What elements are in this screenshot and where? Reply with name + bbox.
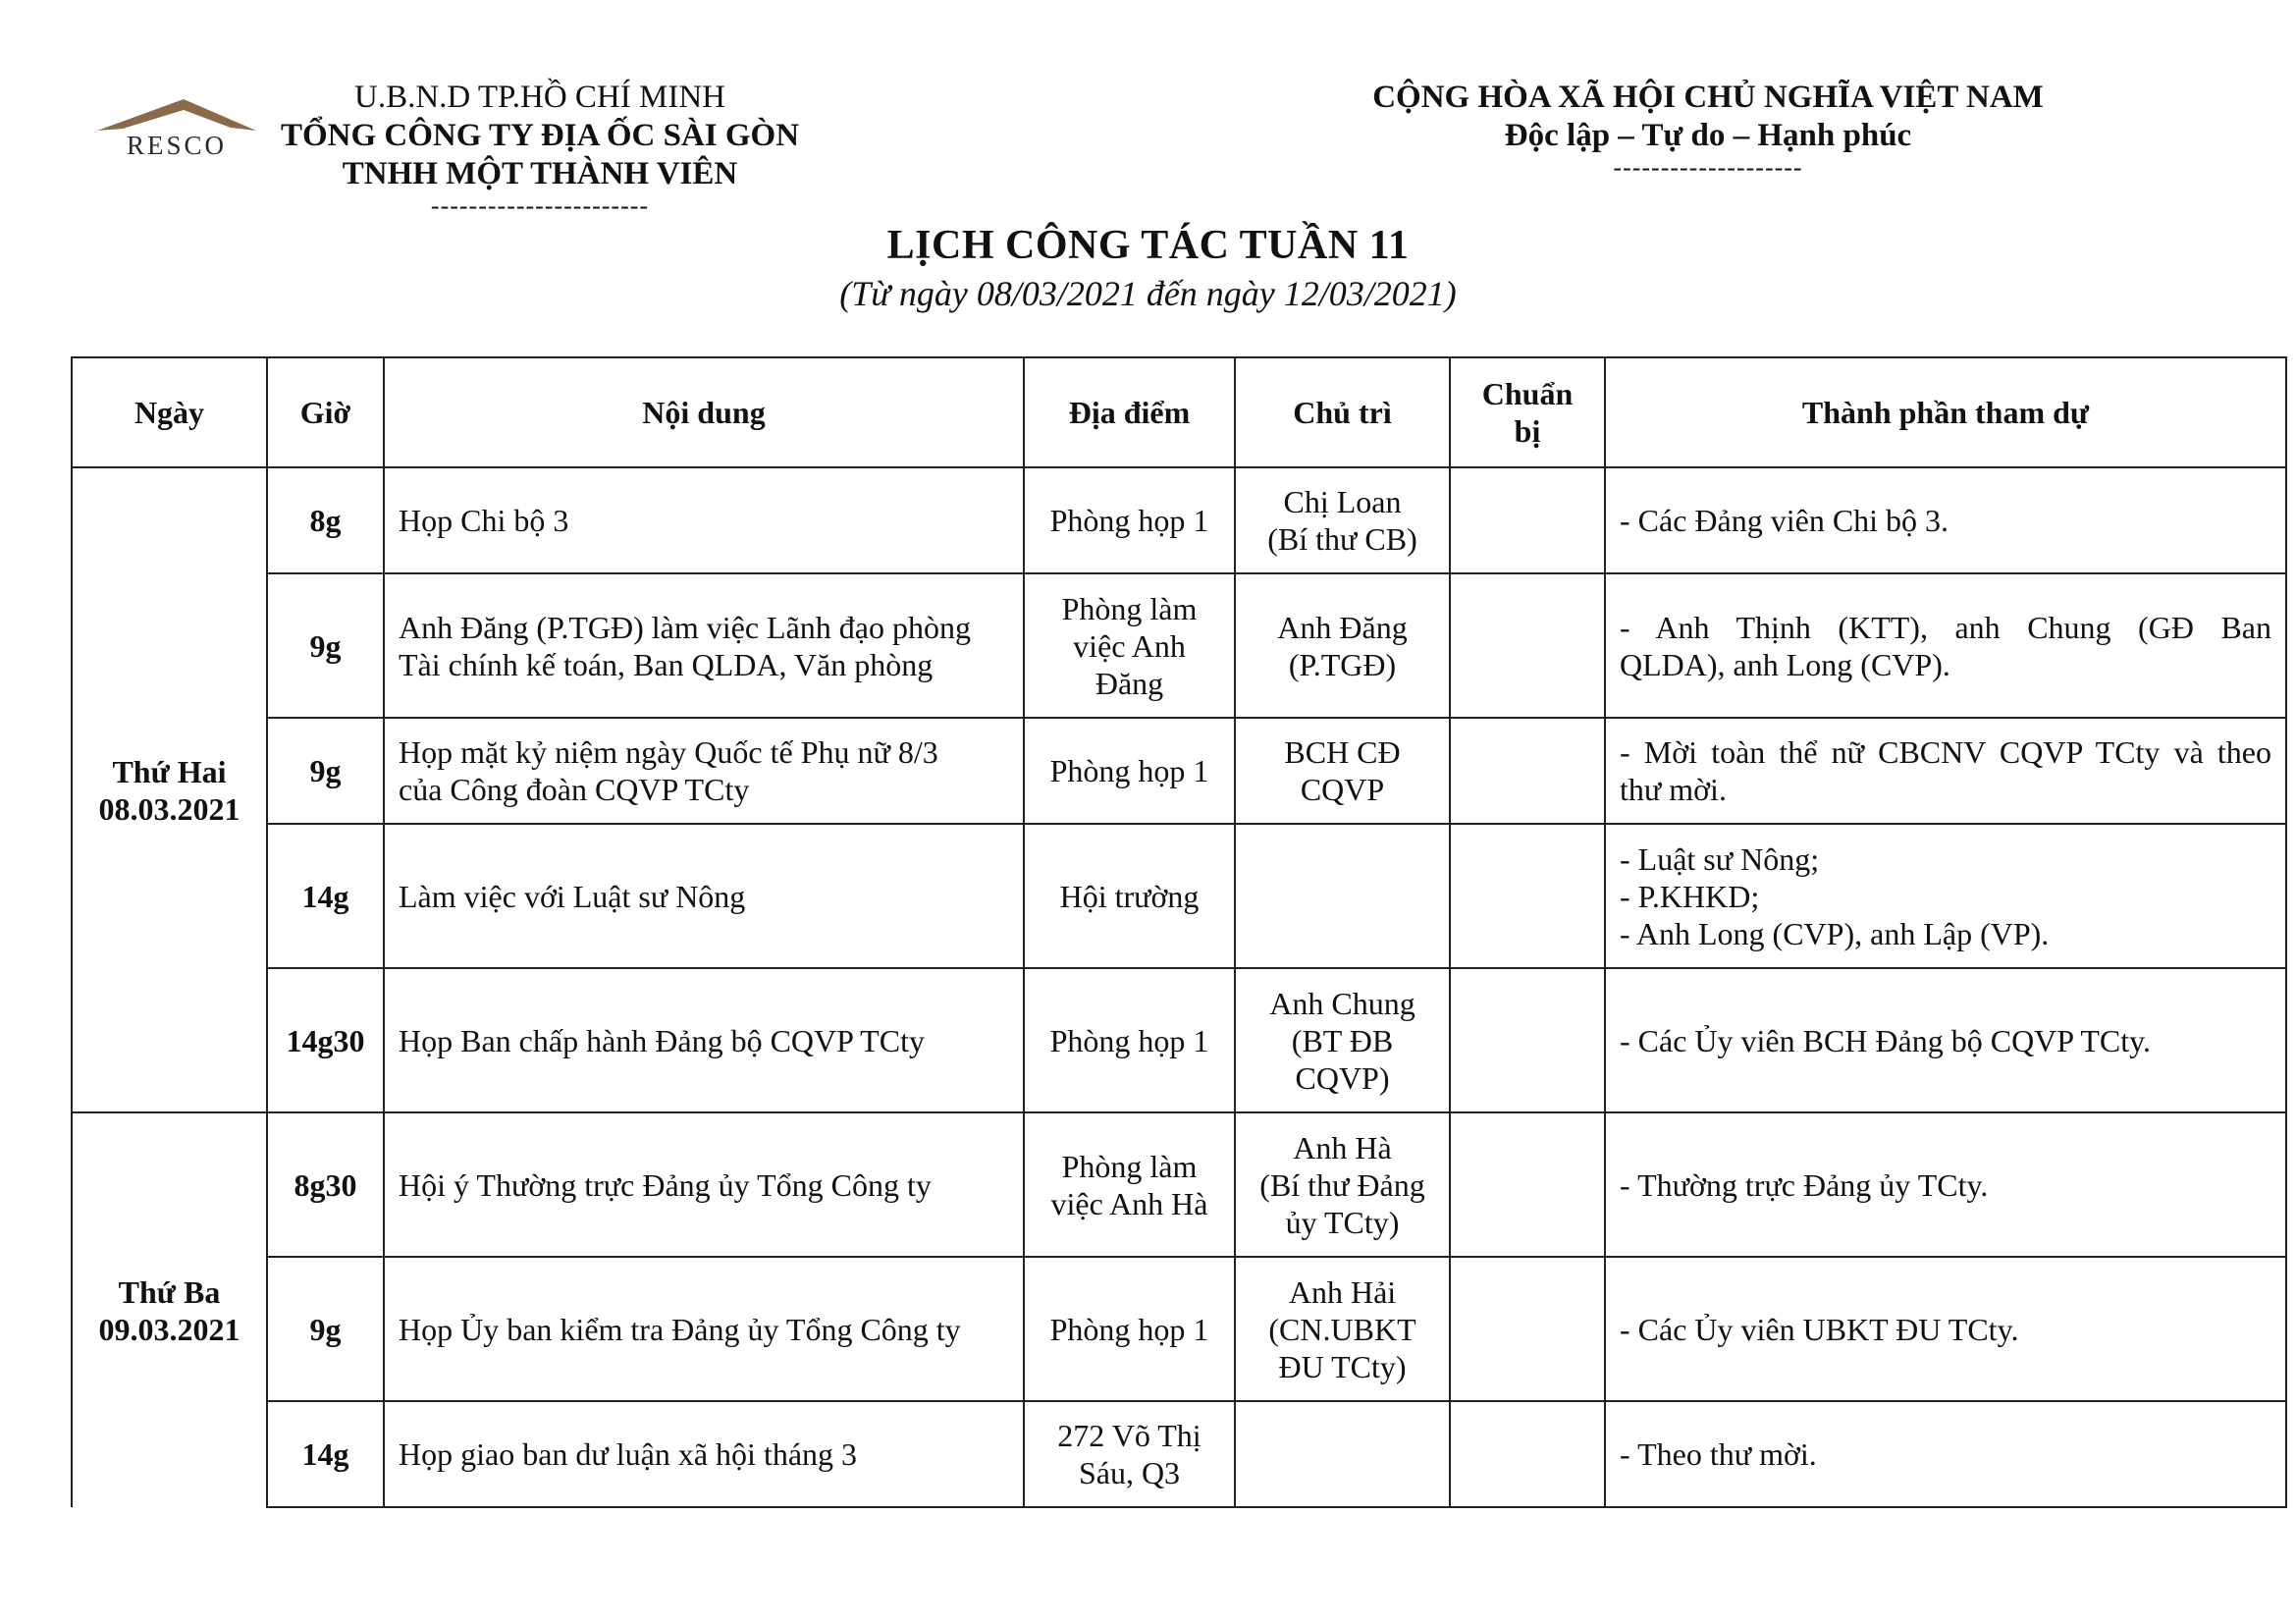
preparation-cell (1450, 573, 1605, 718)
place-line: việc Anh (1073, 627, 1186, 664)
attendees-line: - Theo thư mời. (1620, 1436, 1817, 1472)
preparation-cell (1450, 718, 1605, 824)
roof-logo-icon (93, 95, 260, 135)
chair-cell (1235, 467, 1450, 573)
chair-cell (1235, 573, 1450, 718)
content-cell (384, 1112, 1024, 1257)
chair-cell (1235, 718, 1450, 824)
attendees-cell (1605, 1401, 2286, 1507)
attendees-line: - Thường trực Đảng ủy TCty. (1620, 1166, 1989, 1203)
content-line: Anh Đăng (P.TGĐ) làm việc Lãnh đạo phòng (399, 609, 971, 645)
place-line: Phòng họp 1 (1049, 1311, 1209, 1347)
place-cell (1024, 968, 1235, 1112)
header-place: Địa điểm (1024, 357, 1235, 467)
preparation-cell (1450, 1112, 1605, 1257)
place-line: Phòng họp 1 (1049, 1022, 1209, 1058)
content-line: Làm việc với Luật sư Nông (399, 878, 746, 914)
preparation-cell (1450, 968, 1605, 1112)
attendees-line: - Các Ủy viên UBKT ĐU TCty. (1620, 1311, 2019, 1347)
content-cell (384, 1401, 1024, 1507)
country-line-2: Độc lập – Tự do – Hạnh phúc (1504, 118, 1912, 153)
header-preparation-line-2: bị (1514, 413, 1541, 449)
attendees-line: - P.KHKD; (1620, 878, 1760, 914)
table-row (72, 1257, 2286, 1401)
chair-line: Chị Loan (1283, 484, 1402, 519)
place-cell (1024, 1257, 1235, 1401)
place-line: Sáu, Q3 (1078, 1455, 1181, 1490)
attendees-cell (1605, 1112, 2286, 1257)
content-line: Hội ý Thường trực Đảng ủy Tổng Công ty (399, 1166, 932, 1203)
header-attendees: Thành phần tham dự (1605, 357, 2286, 467)
chair-line: (CN.UBKT (1268, 1311, 1416, 1347)
time-cell: 14g (267, 1401, 384, 1507)
preparation-cell (1450, 467, 1605, 573)
day-cell (72, 467, 267, 1112)
day-date: 08.03.2021 (98, 790, 240, 827)
place-cell (1024, 718, 1235, 824)
content-cell (384, 718, 1024, 824)
chair-line: CQVP (1300, 772, 1385, 807)
chair-line: Anh Hà (1293, 1129, 1392, 1165)
content-cell (384, 573, 1024, 718)
place-line: Phòng làm (1061, 1148, 1198, 1184)
attendees-line: - Các Ủy viên BCH Đảng bộ CQVP TCty. (1620, 1022, 2152, 1058)
time-cell: 14g30 (267, 968, 384, 1112)
chair-line: (BT ĐB (1291, 1022, 1394, 1058)
time-cell: 14g (267, 824, 384, 968)
schedule-table (71, 356, 2287, 1508)
attendees-line: QLDA), anh Long (CVP). (1620, 646, 1950, 682)
schedule-body (72, 467, 2286, 1507)
content-cell (384, 824, 1024, 968)
org-line-2: TỔNG CÔNG TY ĐỊA ỐC SÀI GÒN (280, 118, 800, 153)
chair-line: Anh Hải (1288, 1273, 1397, 1310)
chair-cell (1235, 824, 1450, 968)
time-cell: 8g (267, 467, 384, 573)
table-row (72, 824, 2286, 968)
content-line: Họp Ủy ban kiểm tra Đảng ủy Tổng Công ty (399, 1311, 961, 1347)
content-line: của Công đoàn CQVP TCty (399, 772, 750, 807)
chair-line: CQVP) (1295, 1059, 1390, 1096)
attendees-line: thư mời. (1620, 772, 1727, 807)
attendees-line: - Các Đảng viên Chi bộ 3. (1620, 503, 1949, 538)
attendees-cell (1605, 467, 2286, 573)
chair-line: (Bí thư CB) (1267, 521, 1417, 557)
chair-cell (1235, 968, 1450, 1112)
time-cell: 9g (267, 1257, 384, 1401)
place-line: Phòng họp 1 (1049, 503, 1209, 538)
day-date: 09.03.2021 (98, 1311, 240, 1347)
table-row (72, 1112, 2286, 1257)
page-title: LỊCH CÔNG TÁC TUẦN 11 (886, 223, 1410, 268)
chair-line: ủy TCty) (1285, 1204, 1400, 1240)
org-separator: ----------------------- (430, 191, 650, 220)
place-line: Hội trường (1059, 878, 1200, 914)
company-logo (93, 95, 260, 160)
day-cell (72, 1112, 267, 1507)
logo-text: RESCO (126, 131, 228, 160)
place-cell (1024, 824, 1235, 968)
header-preparation-line-1: Chuẩn (1481, 376, 1574, 411)
org-line-3: TNHH MỘT THÀNH VIÊN (342, 156, 738, 191)
time-cell: 9g (267, 573, 384, 718)
chair-line: (P.TGĐ) (1288, 646, 1397, 682)
preparation-cell (1450, 1257, 1605, 1401)
country-separator: -------------------- (1613, 153, 1803, 182)
attendees-line: - Mời toàn thể nữ CBCNV CQVP TCty và theo (1620, 734, 2271, 770)
chair-line: (Bí thư Đảng (1259, 1166, 1425, 1203)
content-line: Họp mặt kỷ niệm ngày Quốc tế Phụ nữ 8/3 (399, 734, 938, 770)
attendees-line: - Luật sư Nông; (1620, 840, 1820, 877)
content-line: Tài chính kế toán, Ban QLDA, Văn phòng (399, 646, 934, 682)
header-chair: Chủ trì (1235, 357, 1450, 467)
attendees-cell (1605, 718, 2286, 824)
content-cell (384, 1257, 1024, 1401)
chair-line: ĐU TCty) (1278, 1348, 1407, 1384)
place-line: Đăng (1095, 665, 1164, 701)
chair-cell (1235, 1112, 1450, 1257)
place-cell (1024, 573, 1235, 718)
attendees-cell (1605, 573, 2286, 718)
time-cell: 9g (267, 718, 384, 824)
attendees-cell (1605, 968, 2286, 1112)
attendees-line: - Anh Thịnh (KTT), anh Chung (GĐ Ban (1620, 609, 2271, 645)
preparation-cell (1450, 824, 1605, 968)
national-header (1306, 79, 2110, 181)
time-cell: 8g30 (267, 1112, 384, 1257)
attendees-cell (1605, 1257, 2286, 1401)
preparation-cell (1450, 1401, 1605, 1507)
content-line: Họp Ban chấp hành Đảng bộ CQVP TCty (399, 1022, 925, 1058)
table-header-row (72, 357, 2286, 467)
table-row (72, 968, 2286, 1112)
place-line: Phòng họp 1 (1049, 753, 1209, 788)
place-cell (1024, 467, 1235, 573)
header-content: Nội dung (384, 357, 1024, 467)
chair-line: Anh Đăng (1277, 609, 1408, 645)
chair-cell (1235, 1401, 1450, 1507)
header-day: Ngày (72, 357, 267, 467)
organization-header (265, 79, 815, 219)
content-cell (384, 467, 1024, 573)
place-cell (1024, 1401, 1235, 1507)
page-subtitle: (Từ ngày 08/03/2021 đến ngày 12/03/2021) (839, 274, 1457, 313)
chair-cell (1235, 1257, 1450, 1401)
country-line-1: CỘNG HÒA XÃ HỘI CHỦ NGHĨA VIỆT NAM (1372, 80, 2044, 115)
header-preparation (1450, 357, 1605, 467)
place-line: việc Anh Hà (1050, 1185, 1208, 1221)
day-name: Thứ Ba (118, 1273, 221, 1310)
attendees-line: - Anh Long (CVP), anh Lập (VP). (1620, 915, 2050, 951)
place-line: Phòng làm (1061, 590, 1198, 626)
table-row (72, 1401, 2286, 1507)
content-line: Họp giao ban dư luận xã hội tháng 3 (399, 1436, 858, 1472)
content-line: Họp Chi bộ 3 (399, 503, 569, 538)
content-cell (384, 968, 1024, 1112)
chair-line: Anh Chung (1269, 985, 1415, 1021)
place-cell (1024, 1112, 1235, 1257)
table-row (72, 467, 2286, 573)
table-row (72, 718, 2286, 824)
table-row (72, 573, 2286, 718)
place-line: 272 Võ Thị (1057, 1418, 1201, 1453)
org-line-1: U.B.N.D TP.HỒ CHÍ MINH (353, 80, 725, 115)
chair-line: BCH CĐ (1284, 734, 1401, 770)
day-name: Thứ Hai (112, 753, 227, 789)
header-time: Giờ (267, 357, 384, 467)
attendees-cell (1605, 824, 2286, 968)
